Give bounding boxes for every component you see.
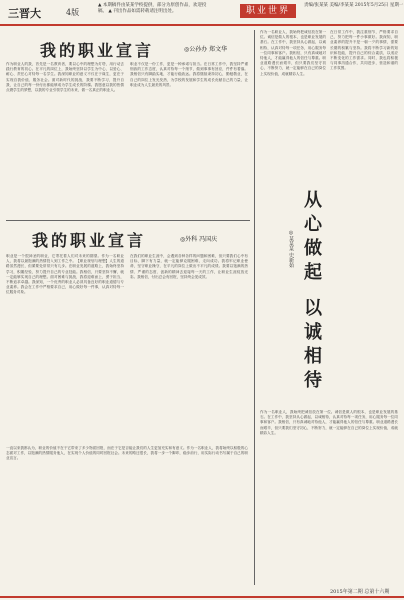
header-editor-info: 责编/张某某 美编/李某某 2015年5月25日 星期一 bbox=[304, 3, 404, 8]
article1-column-2: 职业不仅是一份工作，更是一种承诺与担当。在日常工作中，我坚持严谨细致的工作态度，认真对待每一个细节，做到事事有回应，件件有着落。我相信只有脚踏实地，才能行稳致远。我将继续秉持初心，勤勉敬业，在自己的岗位上发光发热，为学校的发展和学生的成长贡献自己的力量，让职业成为人生最美的风景。 bbox=[130, 62, 248, 87]
article2-column-2: 在我们的职业生涯中，会遇到各种各样的问题和困难，但只要我们心中有目标，脚下有力量，就一定能够克服困难，走向成功。我将牢记职业使命，坚守职业操守，在平凡的岗位上做出不平凡的成绩。我要以饱满的热情、严谨的态度、创新的精神去迎接每一天的工作，让职业生涯绽放光彩。我相信，付出总会有回报，坚持终会见成效。 bbox=[130, 254, 248, 279]
section-name: 三晋大 bbox=[8, 7, 41, 20]
column-divider bbox=[254, 30, 255, 585]
article3-column-1: 作为一名职业人，我始终把诚信放在第一位。诚信是做人的根本，也是职业发展的基石。在工作中，我坚持从心做起，以诚相待，认真对待每一项任务，用心服务每一位同事和客户。我相信，只有真诚地对待他人，才能赢得他人的信任与尊重。职业道路漫长而艰辛，但只要我们坚守初心，不断努力，就一定能够在自己的岗位上实现价值，成就精彩人生。 bbox=[260, 30, 326, 76]
article3-title: 从心做起 以诚相待 bbox=[301, 190, 322, 395]
page-header bbox=[0, 0, 404, 26]
article2-column-3: 一直以来我都认为，职业的价值不在于它带来了多少物质回报，而在于它是否能让我们的人生更加充实和有意义。作为一名职业人，我将始终以积极的心态面对工作，以饱满的热情服务他人，在实现个人价值的同时回报社会。未来的路还很长，我将一步一个脚印，稳步前行，用实际行动书写属于自己的职业宣言。 bbox=[6, 446, 248, 461]
article2-title: 我的职业宣言 bbox=[32, 231, 147, 250]
article1-byline: ◎公孙办 郑文华 bbox=[184, 46, 228, 53]
article3-column-2: 在日常工作中，我注重细节，严格要求自己，努力把每一件小事做好。我深知，职业素养的提升不是一朝一夕的事情，需要长期的积累与坚持。我将不断学习新的知识和技能，提升自己的综合素质，以适应不断变化的工作需求。同时，我也将积极与同事沟通合作，共同进步，营造和谐的工作氛围。 bbox=[330, 30, 398, 71]
article2-byline: ◎外科 冯国庆 bbox=[180, 236, 218, 243]
footer-rule bbox=[0, 596, 404, 598]
header-notes: ▲ 本期稿件由某某学校提供，部分为原创作品，欢迎投稿。 ▲ 刊出作品如需转载请注明出处。 bbox=[98, 3, 207, 14]
page-number: 4版 bbox=[66, 8, 80, 17]
article3-byline: ◎某某某 史新茹 bbox=[288, 230, 294, 268]
article-divider bbox=[6, 220, 250, 221]
footer-issue: 2015年第二期 总第十六期 bbox=[330, 589, 390, 595]
article2-column-1: 职业是一个很神圣的职业，它寄托着人们对未来的期望。作为一名职业人，我将以最饱满的热情投入到工作之中。【职业规划与理想】人生的道路虽然漫长，但紧要处常常只有几步。在职业发展的道路上，我始终坚持学习，积累经验，努力提升自己的专业技能。我相信，只要坚持不懈，就一定能够实现自己的理想。面对困难与挑战，我将迎难而上，勇于担当，不断追求卓越。我深知，一个优秀的职业人必须具备良好的职业道德与专业素养。我会在工作中严格要求自己，用心做好每一件事，认真对待每一位服务对象。 bbox=[6, 254, 124, 295]
article1-title: 我的职业宣言 bbox=[40, 41, 155, 60]
article1-column-1: 作为职业人的我，首先是一名教育者，要以心中的理想为灯塔，用行动去践行教育的初心。在平凡的岗位上，我始终坚持以学生为中心，以爱心、耐心、责任心对待每一名学生。我深知职业的意义不仅在于谋生，更在于实现自我价值、服务社会。面对新时代的挑战，我要不断学习，提升自我，让自己的每一份付出都能够成为学生成长的阶梯。我愿意以我的热情点燃学生的梦想，以我的专业引领学生的未来，做一名真正的职业人。 bbox=[6, 62, 124, 93]
article3-column-3: 作为一名职业人，我始终把诚信放在第一位。诚信是做人的根本，也是职业发展的基石。在工作中，我坚持从心做起，以诚相待，认真对待每一项任务，用心服务每一位同事和客户。我相信，只有真诚地对待他人，才能赢得他人的信任与尊重。职业道路漫长而艰辛，但只要我们坚守初心，不断努力，就一定能够在自己的岗位上实现价值，成就精彩人生。 bbox=[260, 410, 398, 435]
section-title-banner: 职业世界 bbox=[240, 4, 296, 18]
